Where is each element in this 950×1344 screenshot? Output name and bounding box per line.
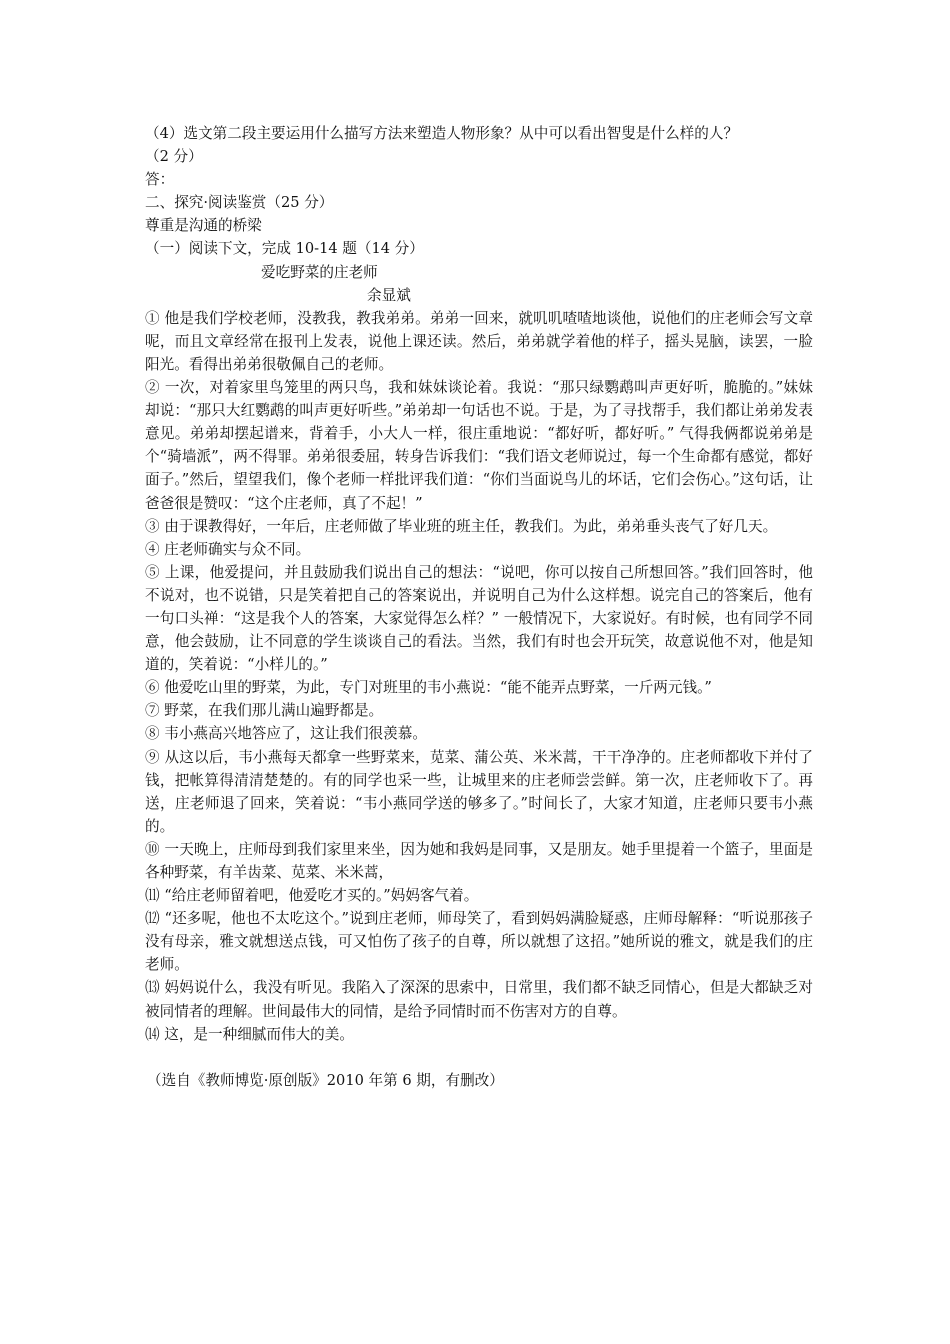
paragraph-1: ① 他是我们学校老师，没教我，教我弟弟。弟弟一回来，就叽叽喳喳地谈他，说他们的庄老师会写文章呢，而且文章经常在报刊上发表，说他上课还读。然后，弟弟就学着他的样子，摇头晃脑，读罢，一脸阳光。看得出弟弟很敬佩自己的老师。 [145,309,813,373]
article-author: 余显斌 [367,286,411,304]
question-4-text [145,122,813,168]
paragraph-4: ④ 庄老师确实与众不同。 [145,540,311,558]
paragraph-7: ⑦ 野菜，在我们那儿满山遍野都是。 [145,702,384,720]
paragraph-10: ⑩ 一天晚上，庄师母到我们家里来坐，因为她和我妈是同事，又是朋友。她手里提着一个篮子，里面是各种野菜，有羊齿菜、苋菜、米米蒿， [145,840,813,881]
question-4-line1: （4）选文第二段主要运用什么描写方法来塑造人物形象？从中可以看出智叟是什么样的人？ [145,125,739,142]
paragraph-14: ⒁ 这，是一种细腻而伟大的美。 [145,1025,354,1043]
article-source: （选自《教师博览·原创版》2010 年第 6 期，有删改） [147,1071,504,1089]
paragraph-9: ⑨ 从这以后，韦小燕每天都拿一些野菜来，苋菜、蒲公英、米米蒿，干干净净的。庄老师都收下并付了钱，把帐算得清清楚楚的。有的同学也采一些，让城里来的庄老师尝尝鲜。第一次，庄老师收下了。再送，庄老师退了回来，笑着说：“韦小燕同学送的够多了。”时间长了，大家才知道，庄老师只要韦小燕的。 [145,748,813,835]
part-instruction: （一）阅读下文，完成 10-14 题（14 分） [145,240,424,258]
question-4-points: （2 分） [145,148,203,166]
paragraph-8: ⑧ 韦小燕高兴地答应了，这让我们很羡慕。 [145,725,427,743]
paragraph-2: ② 一次，对着家里鸟笼里的两只鸟，我和妹妹谈论着。我说：“那只绿鹦鹉叫声更好听，脆脆的。”妹妹却说：“那只大红鹦鹉的叫声更好听些。”弟弟却一句话也不说。于是，为了寻找帮手，我们都让弟弟发表意见。弟弟却摆起谱来，背着手，小大人一样，很庄重地说：“都好听，都好听。” 气得我俩都说弟弟是个“骑墙派”，两不得罪。弟弟很委屈，转身告诉我们：“我们语文老师说过，每一个生命都有感觉，都好面子。”然后，望望我们，像个老师一样批评我们道：“你们当面说鸟儿的坏话，它们会伤心。”这句话，让爸爸很是赞叹：“这个庄老师，真了不起！” [145,379,813,512]
paragraph-11: ⑾ “给庄老师留着吧，他爱吃才买的。”妈妈客气着。 [145,887,479,905]
paragraph-3: ③ 由于课教得好，一年后，庄老师做了毕业班的班主任，教我们。为此，弟弟垂头丧气了好几天。 [145,517,778,535]
paragraph-13: ⒀ 妈妈说什么，我没有听见。我陷入了深深的思索中，日常里，我们都不缺乏同情心，但是大都缺乏对被同情者的理解。世间最伟大的同情，是给予同情时而不伤害对方的自尊。 [145,979,813,1020]
paragraph-5: ⑤ 上课，他爱提问，并且鼓励我们说出自己的想法：“说吧，你可以按自己所想回答。”我们回答时，他不说对，也不说错，只是笑着把自己的答案说出，并说明自己为什么这样想。说完自己的答案后，他有一句口头禅：“这是我个人的答案，大家觉得怎么样？” 一般情况下，大家说好。有时候，也有同学不同意，他会鼓励，让不同意的学生谈谈自己的看法。当然，我们有时也会开玩笑，故意说他不对，他是知道的，笑着说：“小样儿的。” [145,563,813,674]
paragraph-12: ⑿ “还多呢，他也不太吃这个。”说到庄老师，师母笑了，看到妈妈满脸疑惑，庄师母解释：“听说那孩子没有母亲，雅文就想送点钱，可又怕伤了孩子的自尊，所以就想了这招。”她所说的雅文，就是我们的庄老师。 [145,910,813,974]
section-theme: 尊重是沟通的桥梁 [145,217,262,235]
article-title: 爱吃野菜的庄老师 [261,263,378,281]
answer-label: 答： [145,171,175,189]
document-body [145,122,813,1092]
section-heading: 二、探究·阅读鉴赏（25 分） [145,194,334,212]
paragraph-6: ⑥ 他爱吃山里的野菜，为此，专门对班里的韦小燕说：“能不能弄点野菜，一斤两元钱。” [145,679,712,697]
spacer [145,1046,813,1069]
